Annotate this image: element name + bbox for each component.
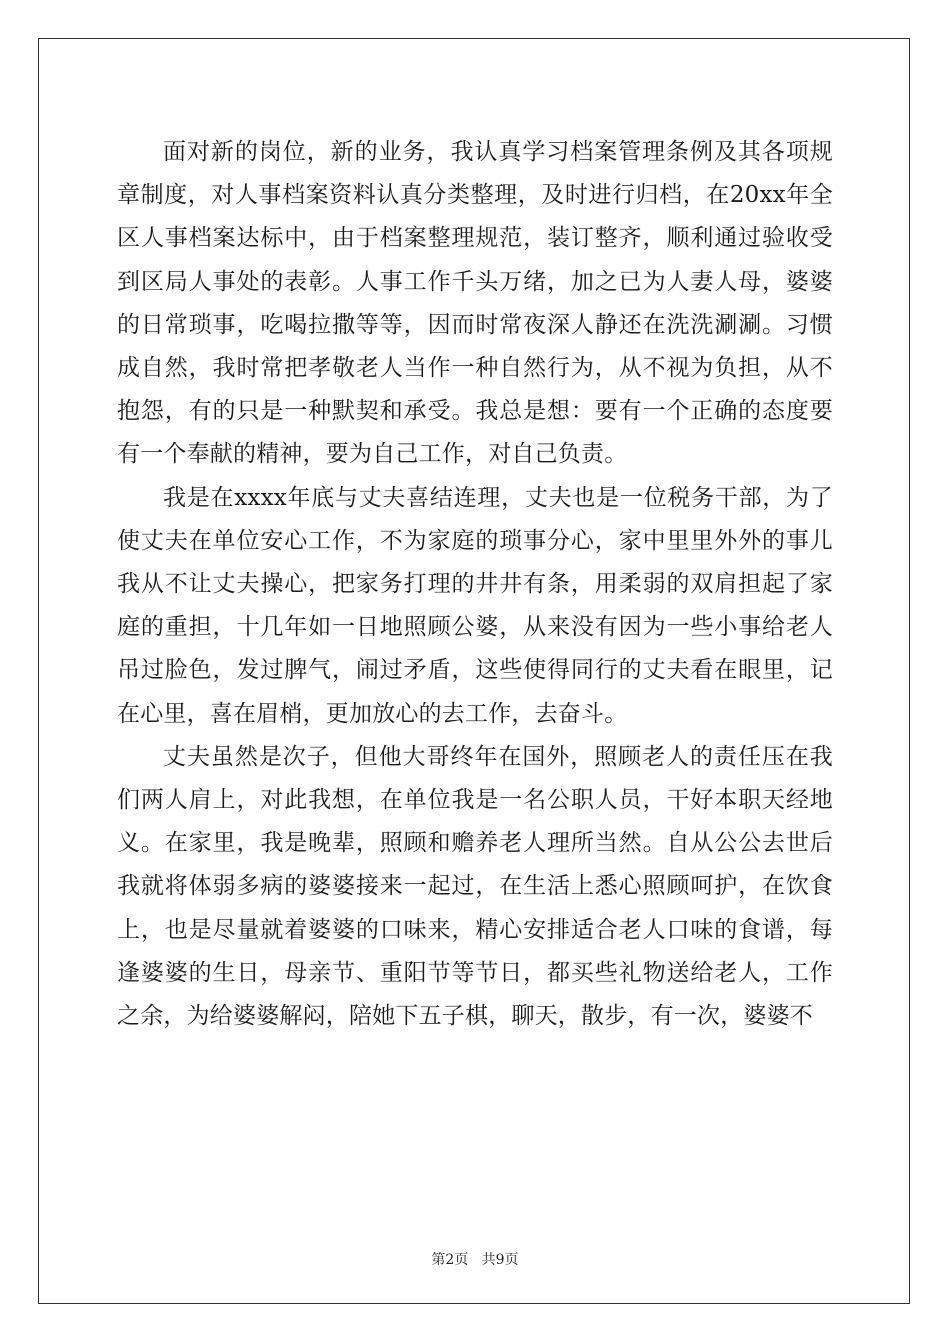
document-body xyxy=(117,131,833,1038)
paragraph-3: 丈夫虽然是次子，但他大哥终年在国外，照顾老人的责任压在我们两人肩上，对此我想，在单位我是一名公职人员，干好本职天经地义。在家里，我是晚辈，照顾和赡养老人理所当然。自从公公去世后我就将体弱多病的婆婆接来一起过，在生活上悉心照顾呵护，在饮食上，也是尽量就着婆婆的口味来，精心安排适合老人口味的食谱，每逢婆婆的生日，母亲节、重阳节等节日，都买些礼物送给老人，工作之余，为给婆婆解闷，陪她下五子棋，聊天，散步，有一次，婆婆不 xyxy=(117,743,833,1030)
page-number: 第2页 共9页 xyxy=(431,1252,519,1268)
paragraph-1: 面对新的岗位，新的业务，我认真学习档案管理条例及其各项规章制度，对人事档案资料认真分类整理，及时进行归档，在20xx年全区人事档案达标中，由于档案整理规范，装订整齐，顺利通过验收受到区局人事处的表彰。人事工作千头万绪，加之已为人妻人母，婆婆的日常琐事，吃喝拉撒等等，因而时常夜深人静还在洗洗涮涮。习惯成自然，我时常把孝敬老人当作一种自然行为，从不视为负担，从不抱怨，有的只是一种默契和承受。我总是想：要有一个正确的态度要有一个奉献的精神，要为自己工作，对自己负责。 xyxy=(117,139,833,468)
paragraph-2: 我是在xxxx年底与丈夫喜结连理，丈夫也是一位税务干部，为了使丈夫在单位安心工作，不为家庭的琐事分心，家中里里外外的事儿我从不让丈夫操心，把家务打理的井井有条，用柔弱的双肩担起了家庭的重担，十几年如一日地照顾公婆，从来没有因为一些小事给老人吊过脸色，发过脾气，闹过矛盾，这些使得同行的丈夫看在眼里，记在心里，喜在眉梢，更加放心的去工作，去奋斗。 xyxy=(117,484,833,727)
